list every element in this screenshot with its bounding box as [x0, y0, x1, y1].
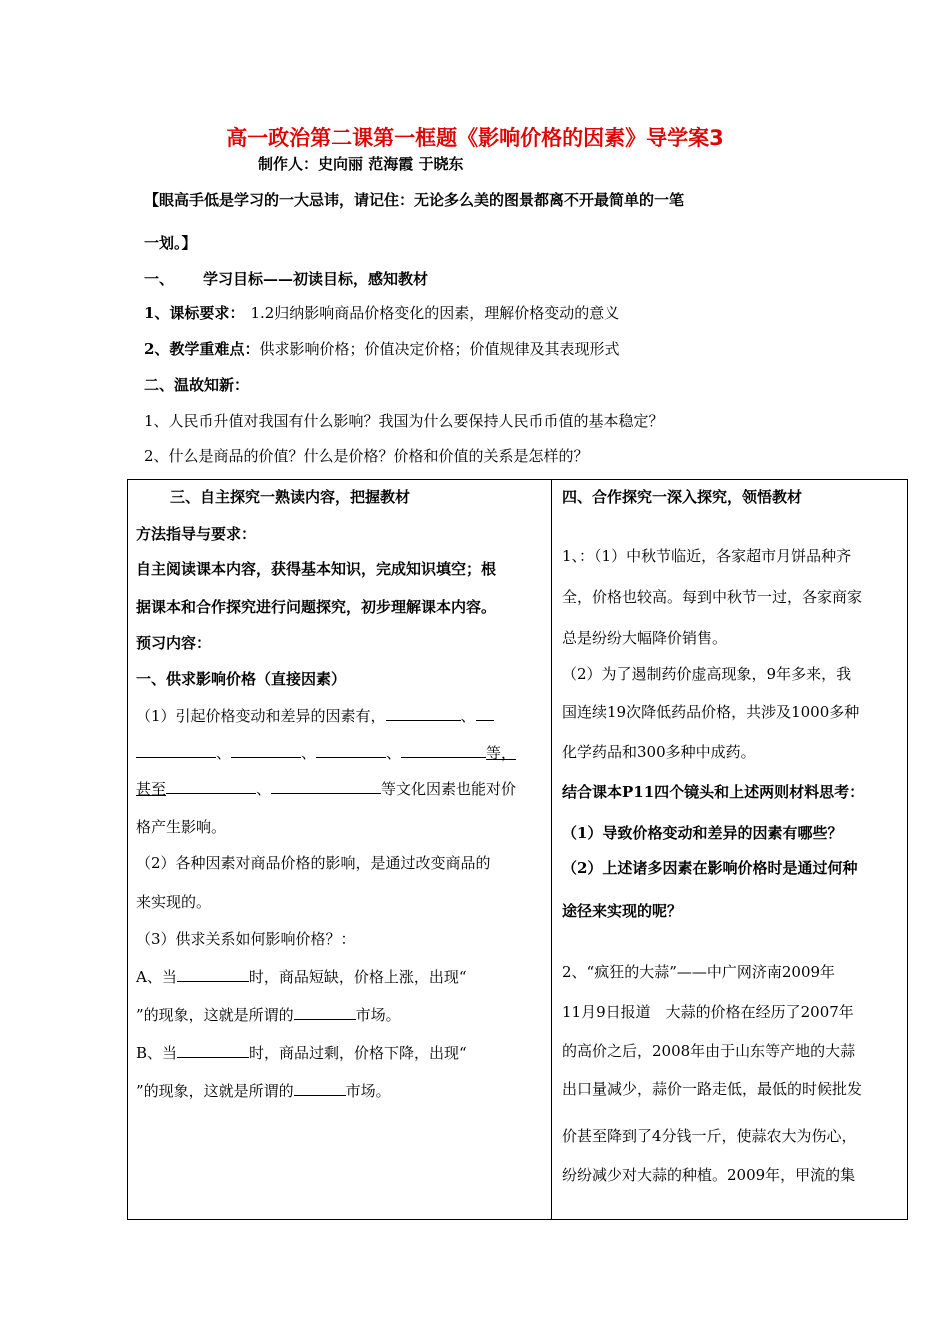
q1-sep5: 、 [256, 780, 272, 798]
goal1-text: 1.2归纳影响商品价格变化的因素，理解价格变动的意义 [250, 304, 620, 322]
material2-line2: 国连续19次降低药品价格，共涉及1000多种 [562, 703, 860, 721]
case2-line6: 纷纷减少对大蒜的种植。2009年，甲流的集 [562, 1166, 856, 1184]
b-when: B、当 [136, 1044, 178, 1062]
q1-sep4: 、 [386, 744, 402, 762]
method-line1: 自主阅读课本内容，获得基本知识，完成知识填空；根 [136, 560, 497, 578]
a-phenomenon: ”的现象，这就是所谓的 [136, 1006, 294, 1024]
left-heading: 三、自主探究一熟读内容，把握教材 [170, 488, 411, 506]
q1-line2 [136, 742, 516, 763]
q1-prompt: （1）引起价格变动和差异的因素有， [136, 707, 386, 725]
q3: （3）供求关系如何影响价格？： [136, 930, 356, 948]
preview-label: 预习内容： [136, 634, 212, 652]
a-when: A、当 [136, 968, 177, 986]
section2-title: 二、温故知新： [144, 376, 250, 394]
blank-2[interactable] [476, 706, 494, 721]
goal2-label: 2、教学重难点： [144, 340, 260, 358]
sub-heading-supply-demand: 一、供求影响价格（直接因素） [136, 670, 347, 688]
b-phenomenon: ”的现象，这就是所谓的 [136, 1082, 294, 1100]
page-title: 高一政治第二课第一框题《影响价格的因素》导学案3 [226, 126, 724, 150]
content-table [127, 479, 908, 1220]
review-question-2: 2、什么是商品的价值？什么是价格？价格和价值的关系是怎样的？ [144, 447, 589, 465]
material1-line2: 全，价格也较高。每到中秋节一过，各家商家 [562, 588, 863, 606]
case2-line1: 2、“疯狂的大蒜”——中广网济南2009年 [562, 963, 836, 981]
a-shortage: 时，商品短缺，价格上涨，出现“ [248, 968, 467, 986]
material1-line1: 1、：（1）中秋节临近，各家超市月饼品种齐 [562, 547, 852, 565]
case2-line2: 11月9日报道 大蒜的价格在经历了2007年 [562, 1003, 854, 1021]
section1-title: 学习目标——初读目标，感知教材 [203, 270, 429, 288]
right-column [552, 480, 908, 1220]
a-market: 市场。 [355, 1006, 401, 1024]
goal2 [144, 338, 619, 359]
blank-b2[interactable] [294, 1081, 346, 1096]
q1-culture: 等文化因素也能对价 [381, 780, 517, 798]
blank-a2[interactable] [294, 1005, 356, 1020]
think-question-2-line1: （2）上述诸多因素在影响价格时是通过何种 [562, 859, 858, 877]
right-heading: 四、合作探究一深入探究，领悟教材 [562, 488, 803, 506]
blank-8[interactable] [271, 779, 381, 794]
q1-sep3: 、 [301, 744, 317, 762]
material2-line3: 化学药品和300多种中成药。 [562, 743, 756, 761]
a-line1 [136, 966, 467, 987]
b-surplus: 时，商品过剩，价格下降，出现“ [249, 1044, 467, 1062]
case2-line4: 出口量减少，蒜价一路走低，最低的时候批发 [562, 1080, 863, 1098]
blank-1[interactable] [386, 706, 461, 721]
goal1-label: 1、课标要求： [144, 304, 245, 322]
goal2-text: 供求影响价格；价值决定价格；价值规律及其表现形式 [259, 340, 620, 358]
q2-line1: （2）各种因素对商品价格的影响，是通过改变商品的 [136, 854, 491, 872]
goal1 [144, 302, 619, 323]
case2-line5: 价甚至降到了4分钱一斤，使蒜农大为伤心， [562, 1127, 857, 1145]
blank-b1[interactable] [177, 1043, 249, 1058]
q1-sep2: 、 [216, 744, 232, 762]
q1-line1 [136, 705, 494, 726]
q1-line3 [136, 778, 516, 799]
b-market: 市场。 [345, 1082, 391, 1100]
blank-7[interactable] [166, 779, 256, 794]
q2-line2: 来实现的。 [136, 893, 212, 911]
think-question-2-line2: 途径来实现的呢？ [562, 902, 683, 920]
think-prompt: 结合课本P11四个镜头和上述两则材料思考： [562, 783, 865, 801]
motto-line2: 一划。】 [144, 234, 197, 252]
case2-line3: 的高价之后，2008年由于山东等产地的大蒜 [562, 1042, 856, 1060]
blank-a1[interactable] [177, 967, 249, 982]
method-label: 方法指导与要求： [136, 525, 257, 543]
material2-line1: （2）为了遏制药价虚高现象，9年多来，我 [562, 665, 852, 683]
q1-sep1: 、 [460, 707, 476, 725]
review-question-1: 1、人民币升值对我国有什么影响？我国为什么要保持人民币币值的基本稳定？ [144, 412, 664, 430]
blank-3[interactable] [136, 743, 216, 758]
blank-4[interactable] [231, 743, 301, 758]
authors: 制作人：史向丽 范海霞 于晓东 [258, 155, 464, 173]
motto-line1: 【眼高手低是学习的一大忌讳，请记住：无论多么美的图景都离不开最简单的一笔 [144, 191, 685, 209]
q1-line4: 格产生影响。 [136, 818, 227, 836]
blank-5[interactable] [316, 743, 386, 758]
q1-even: 甚至 [136, 780, 167, 798]
a-line2 [136, 1004, 401, 1025]
method-line2: 据课本和合作探究进行问题探究，初步理解课本内容。 [136, 598, 497, 616]
q1-end: 等， [486, 744, 517, 762]
think-question-1: （1）导致价格变动和差异的因素有哪些？ [562, 824, 843, 842]
b-line2 [136, 1080, 391, 1101]
b-line1 [136, 1042, 467, 1063]
left-column [128, 480, 552, 1220]
material1-line3: 总是纷纷大幅降价销售。 [562, 629, 728, 647]
section1-number: 一、 [144, 270, 175, 288]
blank-6[interactable] [401, 743, 486, 758]
